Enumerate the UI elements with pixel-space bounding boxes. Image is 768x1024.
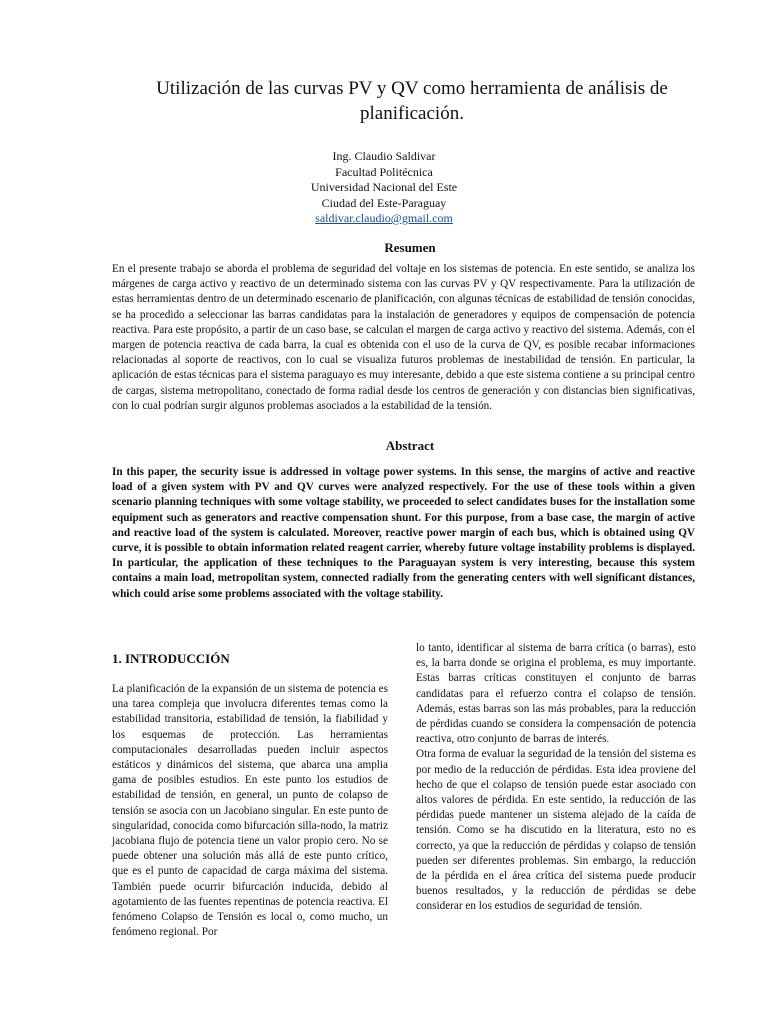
author-university: Universidad Nacional del Este — [310, 180, 458, 194]
left-column — [112, 682, 388, 940]
right-column-paragraph-1: lo tanto, identificar al sistema de barra crítica (o barras), esto es, la barra donde se origina el problema, es muy importante. Estas barras críticas constituyen el conjunto de barras candidatas para el refuerzo contra el colapso de tensión. Además, estas barras son las más probables, para la reducción de pérdidas cuando se considera la compensación de potencia reactiva, otro conjunto de barras de interés. — [416, 642, 696, 746]
left-column-paragraph: La planificación de la expansión de un sistema de potencia es una tarea compleja que involucra diferentes temas como la estabilidad transitoria, estabilidad de tensión, la fiabilidad y los esquemas de protección. Las herramientas computacionales desarrolladas pueden incluir aspectos estáticos y dinámicos del sistema, que abarca una amplia gama de posibles estudios. En este punto los estudios de estabilidad de tensión, en general, un punto de colapso de tensión se asocia con un Jacobiano singular. En este punto de singularidad, conocida como bifurcación silla-nodo, la matriz jacobiana flujo de potencia tiene un valor propio cero. No se puede obtener una solución más allá de este punto crítico, que es el punto de capacidad de carga máxima del sistema. También puede ocurrir bifurcación inducida, debido al agotamiento de las fuentes repentinas de potencia reactiva. El fenómeno Colapso de Tensión es local o, como mucho, un fenómeno regional. Por — [112, 683, 388, 939]
resumen-heading: Resumen — [384, 240, 436, 255]
paper-title: Utilización de las curvas PV y QV como herramienta de análisis de planificación. — [156, 78, 668, 124]
author-city: Ciudad del Este-Paraguay — [321, 195, 447, 210]
author-name: Ing. Claudio Saldivar — [332, 149, 436, 163]
section-heading-introduccion: 1. INTRODUCCIÓN — [112, 651, 230, 666]
right-column-paragraph-2: Otra forma de evaluar la seguridad de la tensión del sistema es por medio de la reducción de pérdidas. Esta idea proviene del hecho de que el colapso de tensión puede estar asociado con altos valores de pérdida. En este sentido, la reducción de las pérdidas puede mantener un sistema alejado de la caída de tensión. Como se ha discutido en la literatura, esto no es correcto, ya que la reducción de pérdidas y colapso de tensión pueden ser diferentes problemas. Sin embargo, la reducción de la pérdida en el área crítica del sistema puede producir buenos resultados, y la reducción de pérdidas se debe considerar en los estudios de seguridad de tensión. — [416, 748, 696, 913]
resumen-text: En el presente trabajo se aborda el problema de seguridad del voltaje en los sistemas de potencia. En este sentido, se analiza los márgenes de carga activo y reactivo de un determinado sistema con las curvas PV y QV respectivamente. Para la utilización de estas herramientas dentro de un determinado escenario de planificación, con algunas técnicas de estabilidad de tensión conocidas, se ha procedido a seleccionar las barras candidatas para la instalación de generadores y equipos de compensación de potencia reactiva. Para este propósito, a partir de un caso base, se calculan el margen de carga activo y reactivo del sistema. Además, con el margen de potencia reactiva de cada barra, la cual es obtenida con el uso de la curva de QV, es posible recabar informaciones relacionadas al soporte de reactivos, con lo cual se visualiza futuros problemas de inestabilidad de tensión. En particular, la aplicación de estas técnicas para el sistema paraguayo es muy interesante, debido a que este sistema contiene a su principal centro de cargas, sistema metropolitano, conectado de forma radial desde los centros de generación y con distancias bien significativas, con lo cual podrían surgir algunos problemas asociados a la estabilidad de la tensión. — [112, 263, 695, 412]
right-column — [416, 641, 696, 915]
author-faculty: Facultad Politécnica — [335, 164, 433, 179]
abstract-text: In this paper, the security issue is addressed in voltage power systems. In this sense, the margins of active and reactive load of a given system with PV and QV curves were analyzed respectively. For the use of these tools within a given scenario planning techniques with some voltage stability, we proceeded to select candidates buses for the installation some equipment such as generators and reactive compensation shunt. For this purpose, from a base case, the margin of active and reactive load of the system is calculated. Moreover, reactive power margin of each bus, which is obtained using QV curve, it is possible to obtain information related reagent carrier, whereby future voltage instability problems is displayed. In particular, the application of these techniques to the Paraguayan system is very interesting, because this system contains a main load, metropolitan system, connected radially from the generating centers with well significant distances, which could arise some problems associated with the voltage stability. — [112, 466, 695, 600]
abstract-heading: Abstract — [385, 438, 435, 453]
author-email-link[interactable]: saldivar.claudio@gmail.com — [315, 211, 453, 225]
author-block — [234, 149, 534, 227]
